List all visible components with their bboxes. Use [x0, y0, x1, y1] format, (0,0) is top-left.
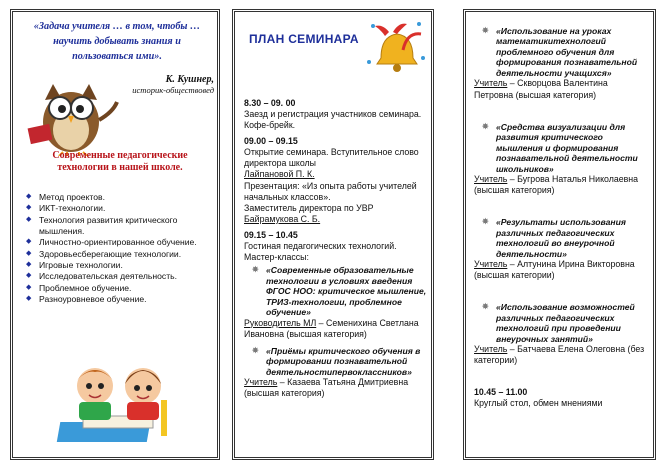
session-text: Открытие семинара. Вступительное слово директора школы	[244, 147, 419, 169]
right-panel	[463, 9, 656, 460]
list-item: ◆ Разноуровневое обучение.	[23, 294, 211, 305]
quote-author	[128, 74, 214, 95]
session-text: Заместитель директора по УВР	[244, 202, 374, 213]
author-name: К. Кушнер,	[165, 74, 214, 85]
list-item: ◆ ИКТ-технологии.	[23, 203, 211, 214]
speaker-name: – Алтунина Ирина Викторовна (высшая категории)	[474, 259, 635, 281]
speaker-name: – Батчаева Елена Олеговна (без категории)	[474, 344, 645, 366]
children-reading-illustration	[43, 350, 193, 450]
masterclass-topic: ✵ «Результаты использования различных педагогических технологий во внеурочной деятельности»	[474, 217, 649, 259]
masterclass-topic: ✵ «Современные образовательные технологии в условиях введения ФГОС НОО: критическое мышление, ТРИЗ-технологии, проблемное обучение»	[244, 265, 428, 317]
speaker-name: – Скворцова Валентина Петровна (высшая категория)	[474, 78, 608, 100]
session-time: 09.15 – 10.45	[244, 229, 298, 240]
session-time: 8.30 – 09. 00	[244, 98, 296, 108]
session-text: Круглый стол, обмен мнениями	[474, 398, 603, 409]
session-text: Гостиная педагогических технологий.	[244, 240, 397, 251]
masterclass-item	[474, 26, 649, 101]
director-name: Лайпановой П. К.	[244, 169, 315, 180]
session-text: Заезд и регистрация участников семинара.	[244, 109, 422, 120]
masterclass-item	[474, 217, 649, 281]
speaker-name: – Бугрова Наталья Николаевна (высшая категория)	[474, 174, 639, 196]
speaker-role: Учитель	[474, 344, 508, 355]
list-item: ◆ Личностно-ориентированное обучение.	[23, 237, 211, 248]
owl-teacher-illustration	[23, 72, 121, 156]
masterclass-item	[474, 302, 649, 366]
speaker	[474, 344, 649, 366]
masterclass-topic: ✵ «Приёмы критического обучения в формировании познавательной деятельностипервоклассников»	[244, 346, 428, 377]
speaker-role: Учитель	[474, 78, 508, 89]
author-description: историк-обществовед	[132, 84, 214, 95]
session-text: Презентация: «Из опыта работы учителей начальных классов».	[244, 180, 417, 202]
session-time: 10.45 – 11.00	[474, 387, 528, 398]
speaker	[244, 377, 428, 399]
technologies-heading: Современные педагогические технологии в нашей школе.	[52, 150, 188, 173]
list-item: ◆ Проблемное обучение.	[23, 283, 211, 294]
session-time: 09.00 – 09.15	[244, 136, 298, 147]
speaker-role: Руководитель МЛ	[244, 317, 317, 328]
deputy-name: Байрамукова С. Б.	[244, 213, 321, 224]
technologies-list	[23, 192, 211, 305]
list-item: ◆ Метод проектов.	[23, 192, 211, 203]
speaker	[474, 174, 649, 196]
speaker	[474, 78, 649, 100]
left-panel	[10, 9, 220, 460]
speaker-role: Учитель	[474, 174, 508, 184]
masterclass-topic: ✵ «Средства визуализации для развития критического мышления и формирования познавательной деятельности школьников»	[474, 122, 649, 174]
seminar-plan-title: ПЛАН СЕМИНАРА	[249, 32, 359, 46]
list-item: ◆ Игровые технологии.	[23, 260, 211, 271]
masterclass-topic: ✵ «Использование на уроках математикитехнологий проблемного обучения для формирования познавательной деятельности учащихся»	[474, 26, 649, 78]
speaker-role: Учитель	[474, 259, 508, 270]
masterclass-list	[474, 26, 649, 410]
list-item: ◆ Здоровьесберегающие технологии.	[23, 249, 211, 260]
middle-panel	[232, 9, 434, 460]
speaker-role: Учитель	[244, 377, 278, 388]
speaker	[244, 318, 428, 340]
school-bells-illustration	[363, 18, 429, 82]
session-text: Мастер-классы:	[244, 252, 309, 263]
speaker	[474, 259, 649, 281]
seminar-schedule	[244, 98, 428, 399]
list-item: ◆ Технология развития критического мышления.	[23, 215, 211, 238]
epigraph-quote: «Задача учителя … в том, чтобы … научить добывать знания и пользоваться ими».	[33, 21, 201, 62]
speaker-name: – Семенихина Светлана Ивановна (высшая категория)	[244, 317, 419, 339]
masterclass-topic: ✵ «Использование возможностей различных педагогических технологий при проведении внеурочных занятий»	[474, 302, 649, 344]
masterclass-item	[474, 122, 649, 197]
list-item: ◆ Исследовательская деятельность.	[23, 271, 211, 282]
session-text: Кофе-брейк.	[244, 120, 296, 131]
speaker-name: – Казаева Татьяна Дмитриевна (высшая категория)	[244, 377, 409, 399]
